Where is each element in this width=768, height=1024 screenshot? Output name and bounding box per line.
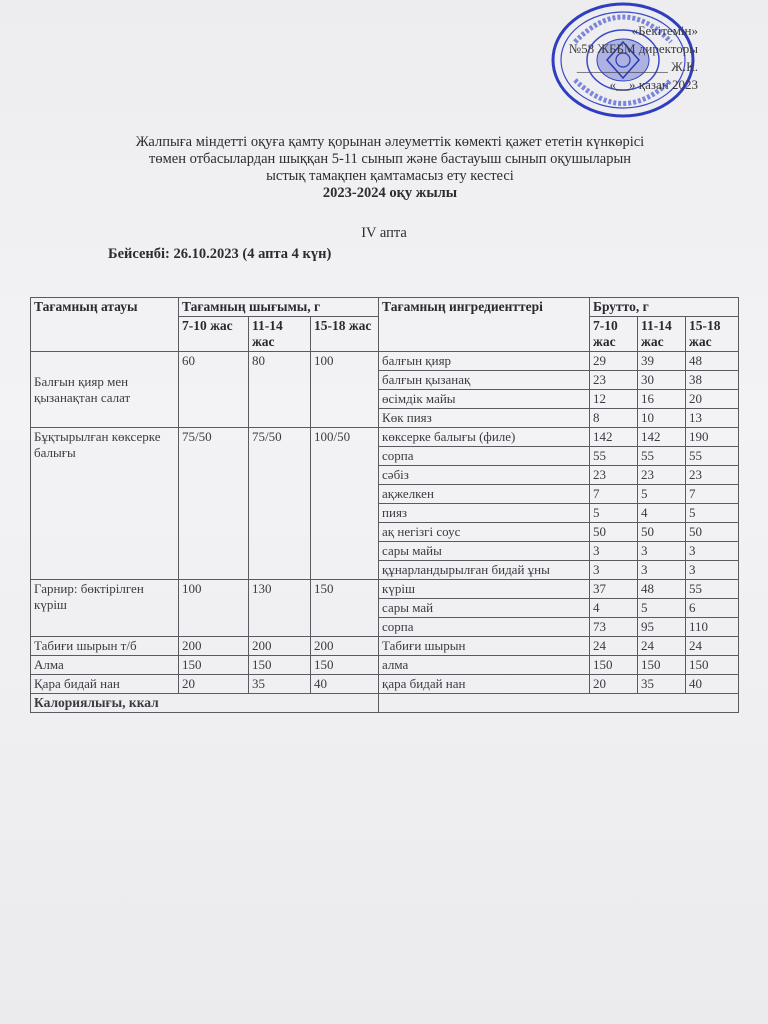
ingredient-gross: 73	[590, 618, 638, 637]
ingredient-gross: 55	[638, 447, 686, 466]
dish-name: Қара бидай нан	[31, 675, 179, 694]
ingredient-gross: 150	[686, 656, 739, 675]
ingredient-name: сары майы	[379, 542, 590, 561]
ingredient-gross: 24	[686, 637, 739, 656]
week-label: IV апта	[361, 225, 407, 241]
ingredient-gross: 29	[590, 352, 638, 371]
ingredient-name: сорпа	[379, 618, 590, 637]
header-yield-age-11-14: 11-14 жас	[249, 317, 311, 352]
document-title	[90, 134, 690, 202]
ingredient-gross: 4	[638, 504, 686, 523]
approval-line-2: №58 ЖББМ директоры	[568, 41, 698, 56]
ingredient-gross: 5	[686, 504, 739, 523]
ingredient-gross: 24	[590, 637, 638, 656]
header-ingredients: Тағамның ингредиенттері	[379, 298, 590, 352]
ingredient-gross: 16	[638, 390, 686, 409]
ingredient-name: алма	[379, 656, 590, 675]
ingredient-name: сорпа	[379, 447, 590, 466]
ingredient-gross: 3	[638, 561, 686, 580]
dish-name: Бұқтырылған көксерке балығы	[31, 428, 179, 580]
approval-line-3: ______________ Ж.К.	[576, 59, 698, 74]
dish-yield: 130	[249, 580, 311, 637]
ingredient-gross: 10	[638, 409, 686, 428]
ingredient-name: қара бидай нан	[379, 675, 590, 694]
calories-label: Калориялығы, ккал	[31, 694, 379, 713]
ingredient-gross: 150	[638, 656, 686, 675]
dish-yield: 200	[249, 637, 311, 656]
table-row	[31, 580, 739, 599]
ingredient-gross: 6	[686, 599, 739, 618]
ingredient-gross: 3	[686, 561, 739, 580]
header-gross: Брутто, г	[590, 298, 739, 317]
ingredient-gross: 4	[590, 599, 638, 618]
header-yield-age-15-18: 15-18 жас	[311, 317, 379, 352]
ingredient-gross: 3	[590, 561, 638, 580]
header-gross-age-15-18: 15-18 жас	[686, 317, 739, 352]
dish-yield: 150	[179, 656, 249, 675]
ingredient-name: күріш	[379, 580, 590, 599]
dish-yield: 150	[311, 656, 379, 675]
ingredient-gross: 50	[590, 523, 638, 542]
ingredient-gross: 55	[686, 580, 739, 599]
approval-block	[438, 22, 698, 94]
ingredient-name: өсімдік майы	[379, 390, 590, 409]
ingredient-gross: 23	[590, 371, 638, 390]
ingredient-gross: 13	[686, 409, 739, 428]
table-row	[31, 675, 739, 694]
title-line-2: төмен отбасылардан шыққан 5-11 сынып және бастауыш сынып оқушыларын	[149, 151, 631, 167]
menu-table	[30, 297, 739, 713]
ingredient-gross: 20	[686, 390, 739, 409]
ingredient-gross: 20	[590, 675, 638, 694]
ingredient-gross: 48	[686, 352, 739, 371]
ingredient-gross: 7	[686, 485, 739, 504]
dish-yield: 20	[179, 675, 249, 694]
dish-name: Табиғи шырын т/б	[31, 637, 179, 656]
dish-yield: 100/50	[311, 428, 379, 580]
dish-yield: 200	[311, 637, 379, 656]
dish-yield: 35	[249, 675, 311, 694]
table-row	[31, 352, 739, 371]
ingredient-gross: 190	[686, 428, 739, 447]
approval-line-4: «__» қазан 2023	[609, 77, 698, 92]
ingredient-gross: 50	[638, 523, 686, 542]
ingredient-gross: 5	[590, 504, 638, 523]
dish-yield: 150	[249, 656, 311, 675]
ingredient-gross: 48	[638, 580, 686, 599]
table-row	[31, 656, 739, 675]
day-label: Бейсенбі: 26.10.2023 (4 апта 4 күн)	[108, 246, 332, 262]
ingredient-name: пияз	[379, 504, 590, 523]
dish-yield: 200	[179, 637, 249, 656]
dish-yield: 100	[179, 580, 249, 637]
dish-yield: 150	[311, 580, 379, 637]
dish-yield: 75/50	[179, 428, 249, 580]
ingredient-gross: 35	[638, 675, 686, 694]
ingredient-gross: 3	[590, 542, 638, 561]
table-row	[31, 428, 739, 447]
title-line-1: Жалпыға міндетті оқуға қамту қорынан әлеуметтік көмекті қажет ететін күнкөрісі	[135, 134, 645, 150]
title-year: 2023-2024 оқу жылы	[322, 185, 458, 201]
dish-name: Гарнир: бөктірілген күріш	[31, 580, 179, 637]
header-gross-age-11-14: 11-14 жас	[638, 317, 686, 352]
ingredient-gross: 8	[590, 409, 638, 428]
ingredient-gross: 23	[686, 466, 739, 485]
approval-line-1: «Бекітемін»	[631, 23, 698, 38]
ingredient-gross: 50	[686, 523, 739, 542]
ingredient-gross: 24	[638, 637, 686, 656]
ingredient-name: құнарландырылған бидай ұны	[379, 561, 590, 580]
calories-value	[379, 694, 739, 713]
ingredient-gross: 55	[686, 447, 739, 466]
ingredient-gross: 38	[686, 371, 739, 390]
header-dish: Тағамның атауы	[31, 298, 179, 352]
ingredient-gross: 30	[638, 371, 686, 390]
dish-yield: 40	[311, 675, 379, 694]
ingredient-gross: 7	[590, 485, 638, 504]
header-gross-age-7-10: 7-10 жас	[590, 317, 638, 352]
header-yield: Тағамның шығымы, г	[179, 298, 379, 317]
ingredient-gross: 55	[590, 447, 638, 466]
dish-yield: 60	[179, 352, 249, 428]
ingredient-gross: 12	[590, 390, 638, 409]
ingredient-name: Табиғи шырын	[379, 637, 590, 656]
ingredient-gross: 150	[590, 656, 638, 675]
ingredient-name: Көк пияз	[379, 409, 590, 428]
header-yield-age-7-10: 7-10 жас	[179, 317, 249, 352]
ingredient-gross: 23	[638, 466, 686, 485]
ingredient-gross: 95	[638, 618, 686, 637]
ingredient-gross: 142	[590, 428, 638, 447]
ingredient-gross: 5	[638, 485, 686, 504]
ingredient-gross: 5	[638, 599, 686, 618]
dish-yield: 100	[311, 352, 379, 428]
title-line-3: ыстық тамақпен қамтамасыз ету кестесі	[266, 168, 514, 184]
ingredient-gross: 39	[638, 352, 686, 371]
ingredient-name: ақ негізгі соус	[379, 523, 590, 542]
ingredient-gross: 23	[590, 466, 638, 485]
ingredient-gross: 142	[638, 428, 686, 447]
table-header-row	[31, 298, 739, 317]
ingredient-name: көксерке балығы (филе)	[379, 428, 590, 447]
ingredient-name: ақжелкен	[379, 485, 590, 504]
ingredient-gross: 40	[686, 675, 739, 694]
ingredient-gross: 3	[686, 542, 739, 561]
ingredient-gross: 110	[686, 618, 739, 637]
ingredient-gross: 3	[638, 542, 686, 561]
calories-row	[31, 694, 739, 713]
dish-name: Балғын қияр мен қызанақтан салат	[31, 352, 179, 428]
ingredient-name: сары май	[379, 599, 590, 618]
table-row	[31, 637, 739, 656]
ingredient-name: балғын қызанақ	[379, 371, 590, 390]
ingredient-name: сәбіз	[379, 466, 590, 485]
dish-yield: 75/50	[249, 428, 311, 580]
ingredient-name: балғын қияр	[379, 352, 590, 371]
dish-name: Алма	[31, 656, 179, 675]
ingredient-gross: 37	[590, 580, 638, 599]
dish-yield: 80	[249, 352, 311, 428]
